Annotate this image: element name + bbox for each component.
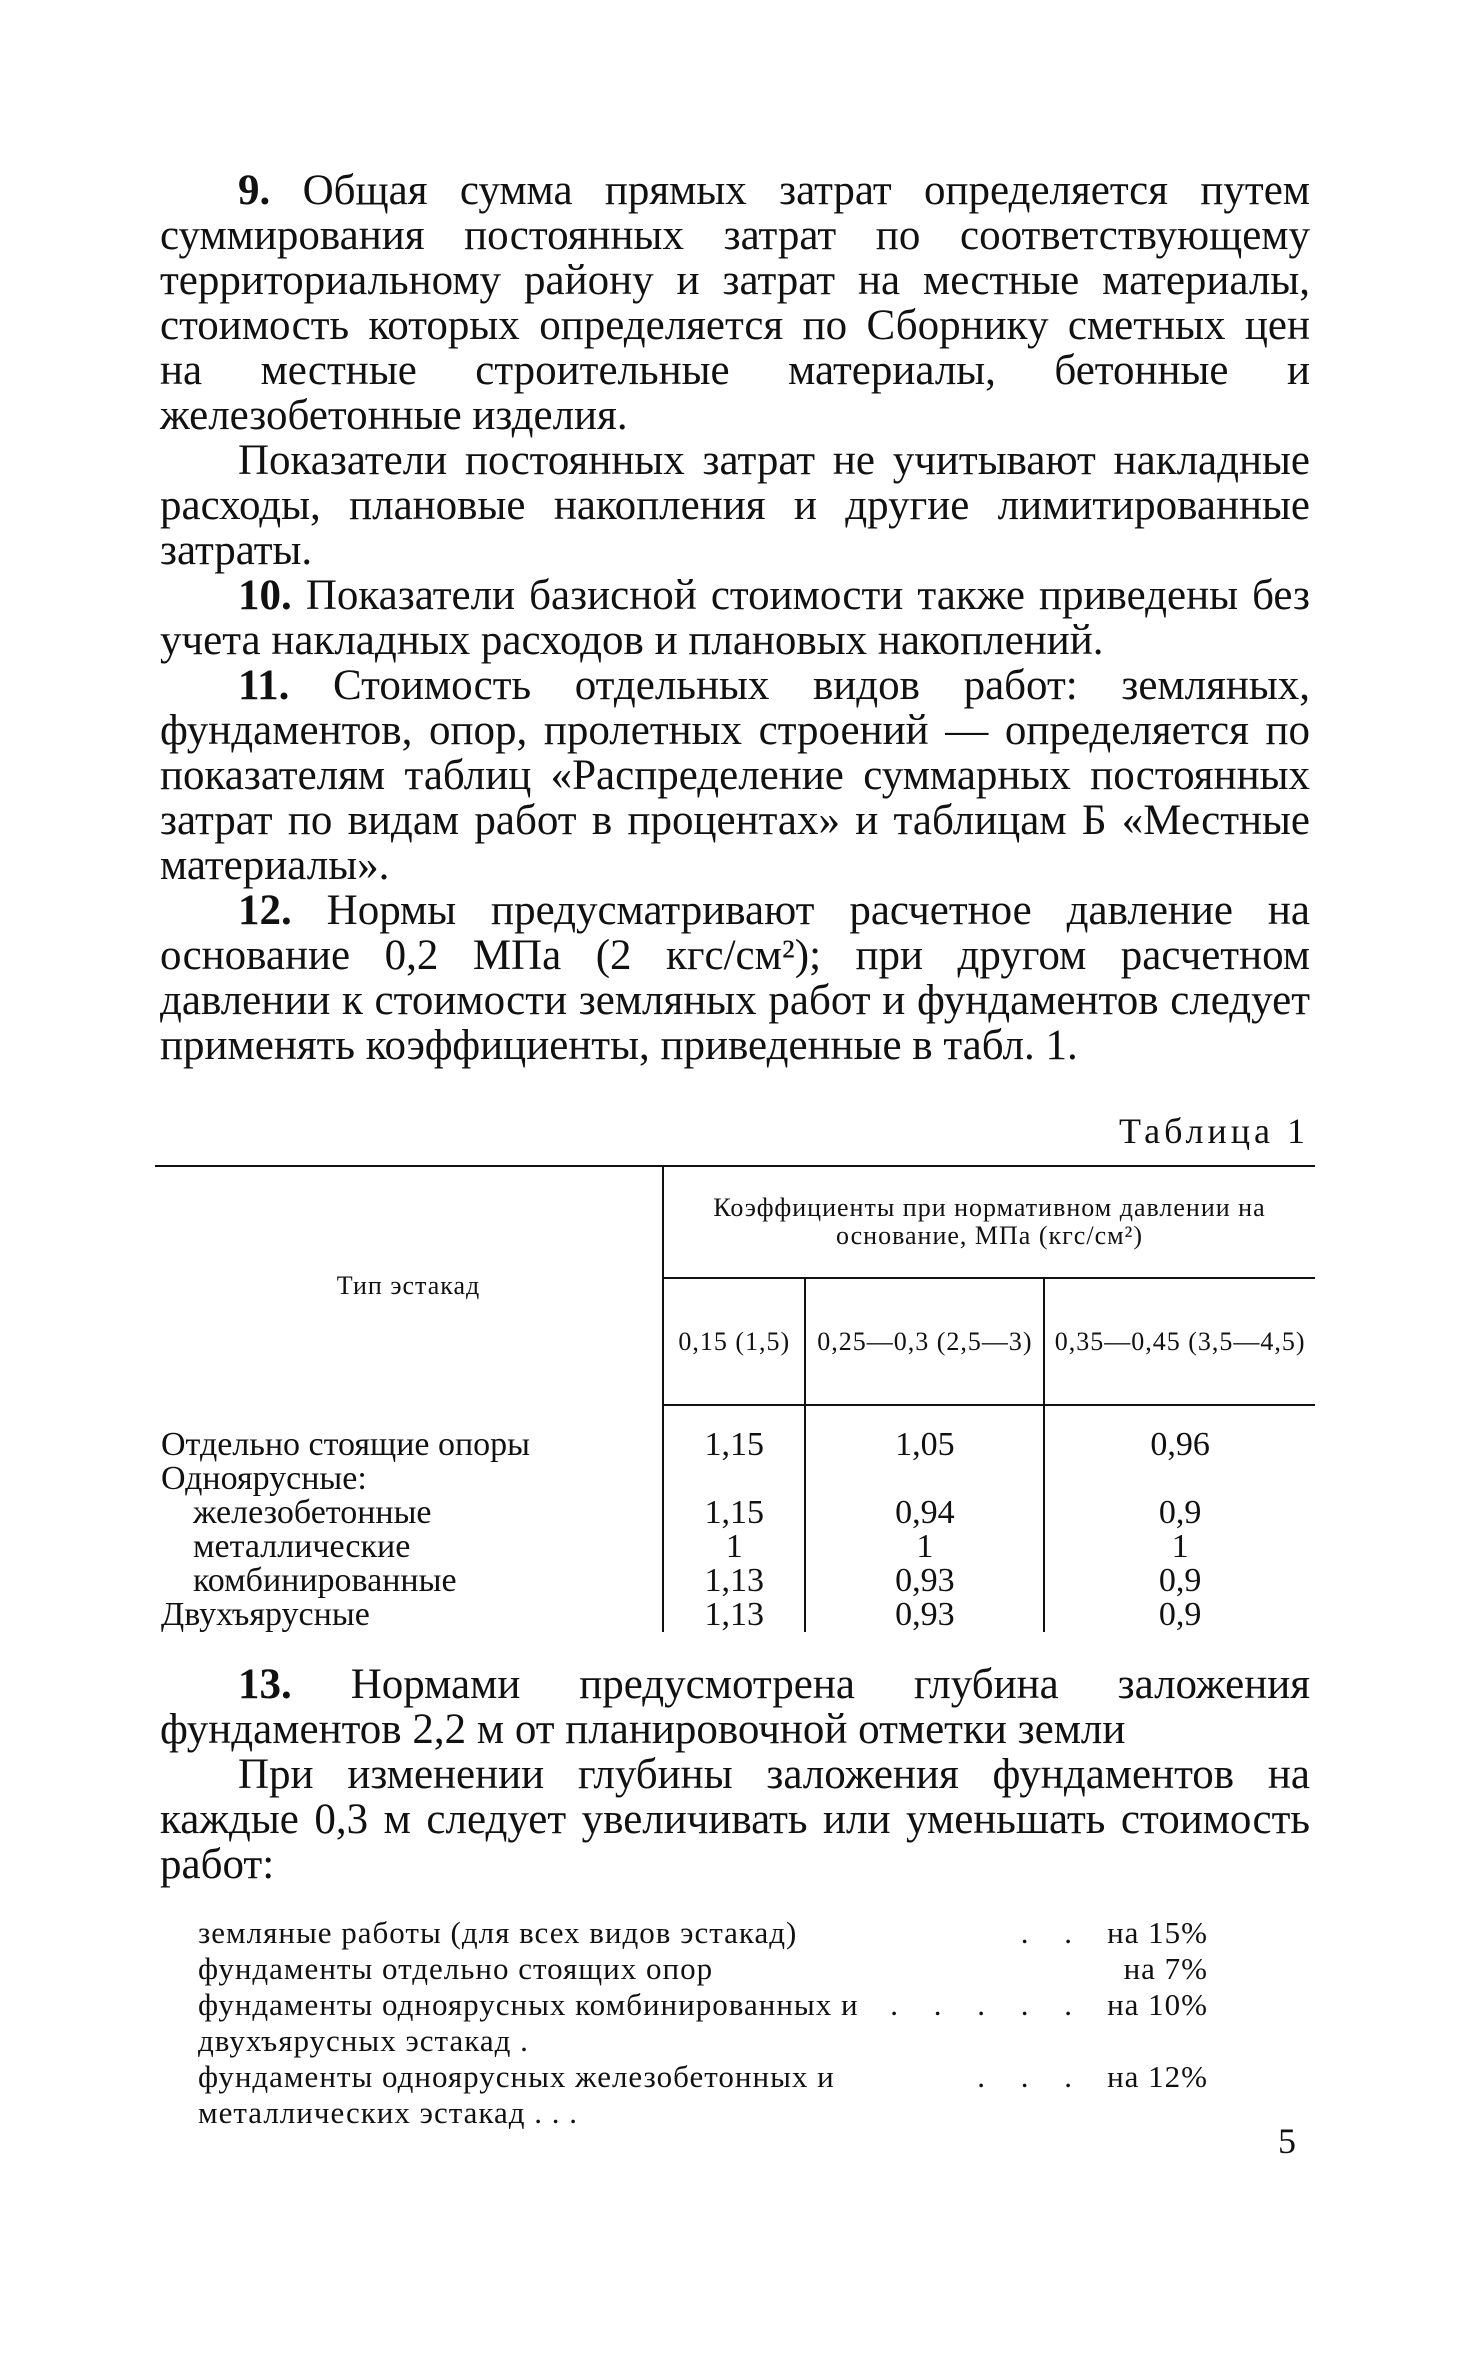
coefficients-table [155,1165,1315,1632]
table-header-pressure-3: 0,35—0,45 (3,5—4,5) [1044,1278,1315,1405]
paragraph-text: Общая сумма прямых затрат определяется путем суммирования постоянных затрат по соответствующему территориальному району и затрат на местные материалы, стоимость которых определяется по Сборнику сметных цен на местные строительные материалы, бетонные и железобетонные изделия. [160,167,1310,439]
row-name: металлические [155,1530,663,1564]
paragraph-number: 11. [238,662,290,709]
table-header-pressure-2: 0,25—0,3 (2,5—3) [805,1278,1044,1405]
paragraph-13 [160,1662,1310,1752]
leader-dots: . . . . . [890,1987,1086,2022]
paragraph-number: 13. [238,1661,292,1708]
adjustment-label: фундаменты отдельно стоящих опор [198,1951,714,1986]
adjustment-value: на 10% [1107,1987,1208,2022]
row-name: железобетонные [155,1496,663,1530]
depth-adjustment-list [198,1915,1208,2131]
row-value: 0,93 [805,1564,1044,1598]
table-header-type: Тип эстакад [155,1166,663,1405]
table-row [155,1496,1315,1530]
paragraph-text: При изменении глубины заложения фундаментов на каждые 0,3 м следует увеличивать или уменьшать стоимость работ: [160,1751,1310,1888]
paragraph-number: 9. [238,167,271,214]
page-number: 5 [1278,2121,1296,2161]
row-value: 0,9 [1158,1494,1202,1531]
row-name: Одноярусные: [155,1462,663,1496]
row-value [663,1462,805,1496]
row-value: 1 [663,1530,805,1564]
paragraph-text: Показатели базисной стоимости также приведены без учета накладных расходов и плановых накоплений. [160,572,1311,664]
row-name: Двухъярусные [155,1598,663,1632]
paragraph-11 [160,663,1310,888]
row-name: Отдельно стоящие опоры [155,1428,663,1462]
adjustment-value: на 7% [1123,1951,1208,1986]
paragraphs-bottom [160,1662,1310,1887]
paragraph-12 [160,888,1310,1068]
row-name: комбинированные [155,1564,663,1598]
row-value: 1,13 [663,1564,805,1598]
paragraph-text: Нормы предусматривают расчетное давление на основание 0,2 МПа (2 кгс/см²); при другом расчетном давлении к стоимости земляных работ и фундаментов следует применять коэффициенты, приведенные в табл. 1. [160,887,1311,1069]
row-value: 0,93 [805,1598,1044,1632]
list-item [198,2059,1208,2131]
table-header-pressure-1: 0,15 (1,5) [663,1278,805,1405]
row-value [805,1462,1044,1496]
row-value: 1,15 [663,1496,805,1530]
table-row [155,1462,1315,1496]
table-row [155,1530,1315,1564]
table-row [155,1564,1315,1598]
paragraph-text: Стоимость отдельных видов работ: земляных, фундаментов, опор, пролетных строений — определяется по показателям таблиц «Распределение суммарных постоянных затрат по видам работ в процентах» и таблицам Б «Местные материалы». [160,662,1311,889]
adjustment-value: на 15% [1107,1915,1208,1950]
row-value [1044,1462,1315,1496]
leader-dots: . . [1020,1915,1086,1950]
row-value: 0,96 [1150,1426,1210,1463]
adjustment-label: земляные работы (для всех видов эстакад) [198,1915,798,1950]
row-value: 0,94 [805,1496,1044,1530]
row-value: 1,15 [663,1428,805,1462]
paragraph-text: Нормами предусмотрена глубина заложения фундаментов 2,2 м от планировочной отметки земли [160,1661,1311,1753]
list-item [198,1987,1208,2059]
table-header-group: Коэффициенты при нормативном давлении на основание, МПа (кгс/см²) [663,1166,1315,1278]
adjustment-label: фундаменты одноярусных железобетонных и металлических эстакад . . . [198,2059,835,2130]
paragraph-number: 10. [238,572,292,619]
list-item [198,1951,1208,1987]
table-row [155,1428,1315,1462]
table-caption: Таблица 1 [1119,1111,1309,1151]
table-row [155,1598,1315,1632]
adjustment-label: фундаменты одноярусных комбинированных и двухъярусных эстакад . [198,1987,859,2058]
paragraph-9-continued [160,438,1310,573]
leader-dots: . . . [977,2059,1086,2094]
paragraphs-top [160,168,1310,1068]
list-item [198,1915,1208,1951]
paragraph-text: Показатели постоянных затрат не учитывают накладные расходы, плановые накопления и другие лимитированные затраты. [160,437,1310,574]
paragraph-10 [160,573,1310,663]
paragraph-number: 12. [238,887,292,934]
row-value: 0,9 [1158,1596,1202,1633]
row-value: 1,13 [663,1598,805,1632]
adjustment-value: на 12% [1107,2059,1208,2094]
row-value: 0,9 [1158,1562,1202,1599]
paragraph-9 [160,168,1310,438]
paragraph-13-continued [160,1752,1310,1887]
row-value: 1,05 [805,1428,1044,1462]
row-value: 1 [1171,1528,1189,1565]
table-spacer-row [155,1405,1315,1428]
row-value: 1 [805,1530,1044,1564]
